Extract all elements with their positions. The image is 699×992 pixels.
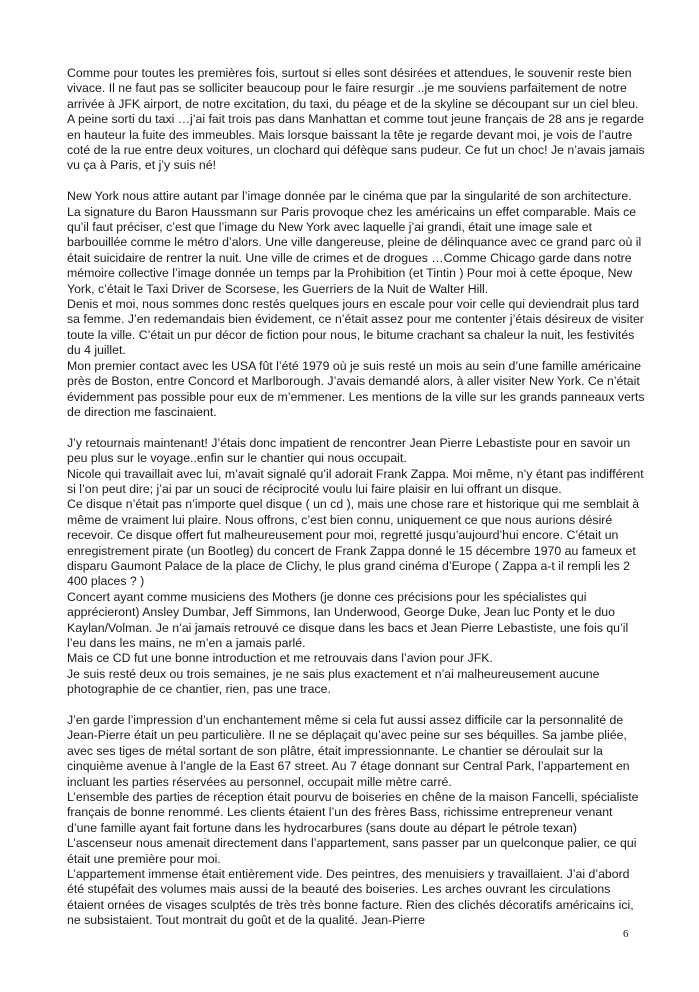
paragraph: Concert ayant comme musiciens des Mothers (je donne ces précisions pour les spécialistes qui apprécieront) Ansley Dumbar, Jeff Simmons, Ian Underwood, George Duke, Jean luc Ponty et le duo Kaylan/Volman. Je n’ai jamais retrouvé ce disque dans les bacs et Jean Pierre Lebastiste, une fois qu’il l’eu dans les mains, ne m’en a jamais parlé. bbox=[67, 589, 629, 650]
page-number: 6 bbox=[623, 928, 629, 940]
paragraph: A peine sorti du taxi …j’ai fait trois pas dans Manhattan et comme tout jeune français de 28 ans je regarde en hauteur la fuite des immeubles. Mais lorsque baissant la tête je regarde devant moi, je vois de l’autre coté de la rue entre deux voitures, un clochard qui défèque sans pudeur. Ce fut un choc! Je n’avais jamais vu ça à Paris, et j’y suis né! bbox=[67, 112, 645, 173]
paragraph: New York nous attire autant par l’image donnée par le cinéma que par la singularité de son architecture. La signature du Baron Haussmann sur Paris provoque chez les américains un effet comparable. Mais ce qu’il faut préciser, c’est que l’image du New York avec laquelle j’ai grandi, était une image sale et barbouillée comme le métro d’alors. Une ville dangereuse, pleine de délinquance avec ce grand parc où il était suicidaire de rentrer la nuit. Une ville de crimes et de drogues …Comme Chicago garde dans notre mémoire collective l’image donnée un temps par la Prohibition (et Tintin ) Pour moi à cette époque, New York, c’était le Taxi Driver de Scorsese, les Guerriers de la Nuit de Walter Hill. bbox=[67, 189, 642, 296]
section-spacer bbox=[67, 420, 645, 435]
paragraph: J’y retournais maintenant! J’étais donc impatient de rencontrer Jean Pierre Lebastiste pour en savoir un peu plus sur le voyage..enfin sur le chantier qui nous occupait. bbox=[67, 435, 631, 466]
paragraph: Mais ce CD fut une bonne introduction et me retrouvais dans l’avion pour JFK. bbox=[67, 651, 493, 666]
paragraph: Denis et moi, nous sommes donc restés quelques jours en escale pour voir celle qui deviendrait plus tard sa femme. J’en redemandais bien évidement, ce n’était assez pour me contenter j’étais désireux de visiter toute la ville. C’était un pur décor de fiction pour nous, le bitume crachant sa chaleur la nuit, les festivités du 4 juillet. bbox=[67, 297, 644, 358]
paragraph: L’ensemble des parties de réception était pourvu de boiseries en chêne de la maison Fancelli, spécialiste français de bonne renommé. Les clients étaient l’un des frères Bass, richissime entrepreneur venant d’une famille ayant fait fortune dans les hydrocarbures (sans doute au départ le pétrole texan) L’ascenseur nous amenait directement dans l’appartement, sans passer par un quelconque palier, ce qui était une première pour moi. bbox=[67, 790, 639, 866]
paragraph: Comme pour toutes les premières fois, surtout si elles sont désirées et attendues, le souvenir reste bien vivace. Il ne faut pas se solliciter beaucoup pour le faire resurgir ..je me souviens parfaitement de notre arrivée à JFK airport, de notre excitation, du taxi, du péage et de la skyline se découpant sur un ciel bleu. bbox=[67, 66, 639, 111]
paragraph: Je suis resté deux ou trois semaines, je ne sais plus exactement et n’ai malheureusement aucune photographie de ce chantier, rien, pas une trace. bbox=[67, 666, 600, 697]
section-spacer bbox=[67, 174, 645, 189]
section-spacer bbox=[67, 698, 645, 713]
paragraph: L’appartement immense était entièrement vide. Des peintres, des menuisiers y travaillaient. J’ai d’abord été stupéfait des volumes mais aussi de la beauté des boiseries. Les arches ouvrant les circulations étaient ornées de visages sculptés de très très bonne facture. Rien des clichés décoratifs américains ici, ne subsistaient. Tout montrait du goût et de la qualité. Jean-Pierre bbox=[67, 867, 634, 928]
body-text bbox=[67, 66, 645, 929]
paragraph: Nicole qui travaillait avec lui, m’avait signalé qu’il adorait Frank Zappa. Moi même, n’y étant pas indifférent si l’on peut dire; j’ai par un souci de réciprocité voulu lui faire plaisir en lui offrant un disque. bbox=[67, 466, 644, 496]
paragraph: J’en garde l’impression d’un enchantement même si cela fut aussi assez difficile car la personnalité de Jean-Pierre était un peu particulière. Il ne se déplaçait qu’avec peine sur ses béquilles. Sa jambe pliée, avec ses tiges de métal sortant de son plâtre, était impressionnante. Le chantier se déroulait sur la cinquième avenue à l’angle de la East 67 street. Au 7 étage donnant sur Central Park, l’appartement en incluant les parties réservées au personnel, occupait mille mètre carré. bbox=[67, 713, 630, 789]
paragraph: Mon premier contact avec les USA fût l’été 1979 où je suis resté un mois au sein d’une famille américaine près de Boston, entre Concord et Marlborough. J’avais demandé alors, à aller visiter New York. Ce n’était évidemment pas possible pour eux de m’emmener. Les mentions de la ville sur les grands panneaux verts de direction me fascinaient. bbox=[67, 358, 645, 419]
paragraph: Ce disque n’était pas n’importe quel disque ( un cd ), mais une chose rare et historique qui me semblait à même de vraiment lui plaire. Nous offrons, c’est bien connu, uniquement ce que nous aurions désiré recevoir. Ce disque offert fut malheureusement pour moi, regretté jusqu’aujourd’hui encore. C’était un enregistrement pirate (un Bootleg) du concert de Frank Zappa donné le 15 décembre 1970 au fameux et disparu Gaumont Palace de la place de Clichy, le plus grand cinéma d’Europe ( Zappa a-t il rempli les 2 400 places ? ) bbox=[67, 497, 640, 589]
